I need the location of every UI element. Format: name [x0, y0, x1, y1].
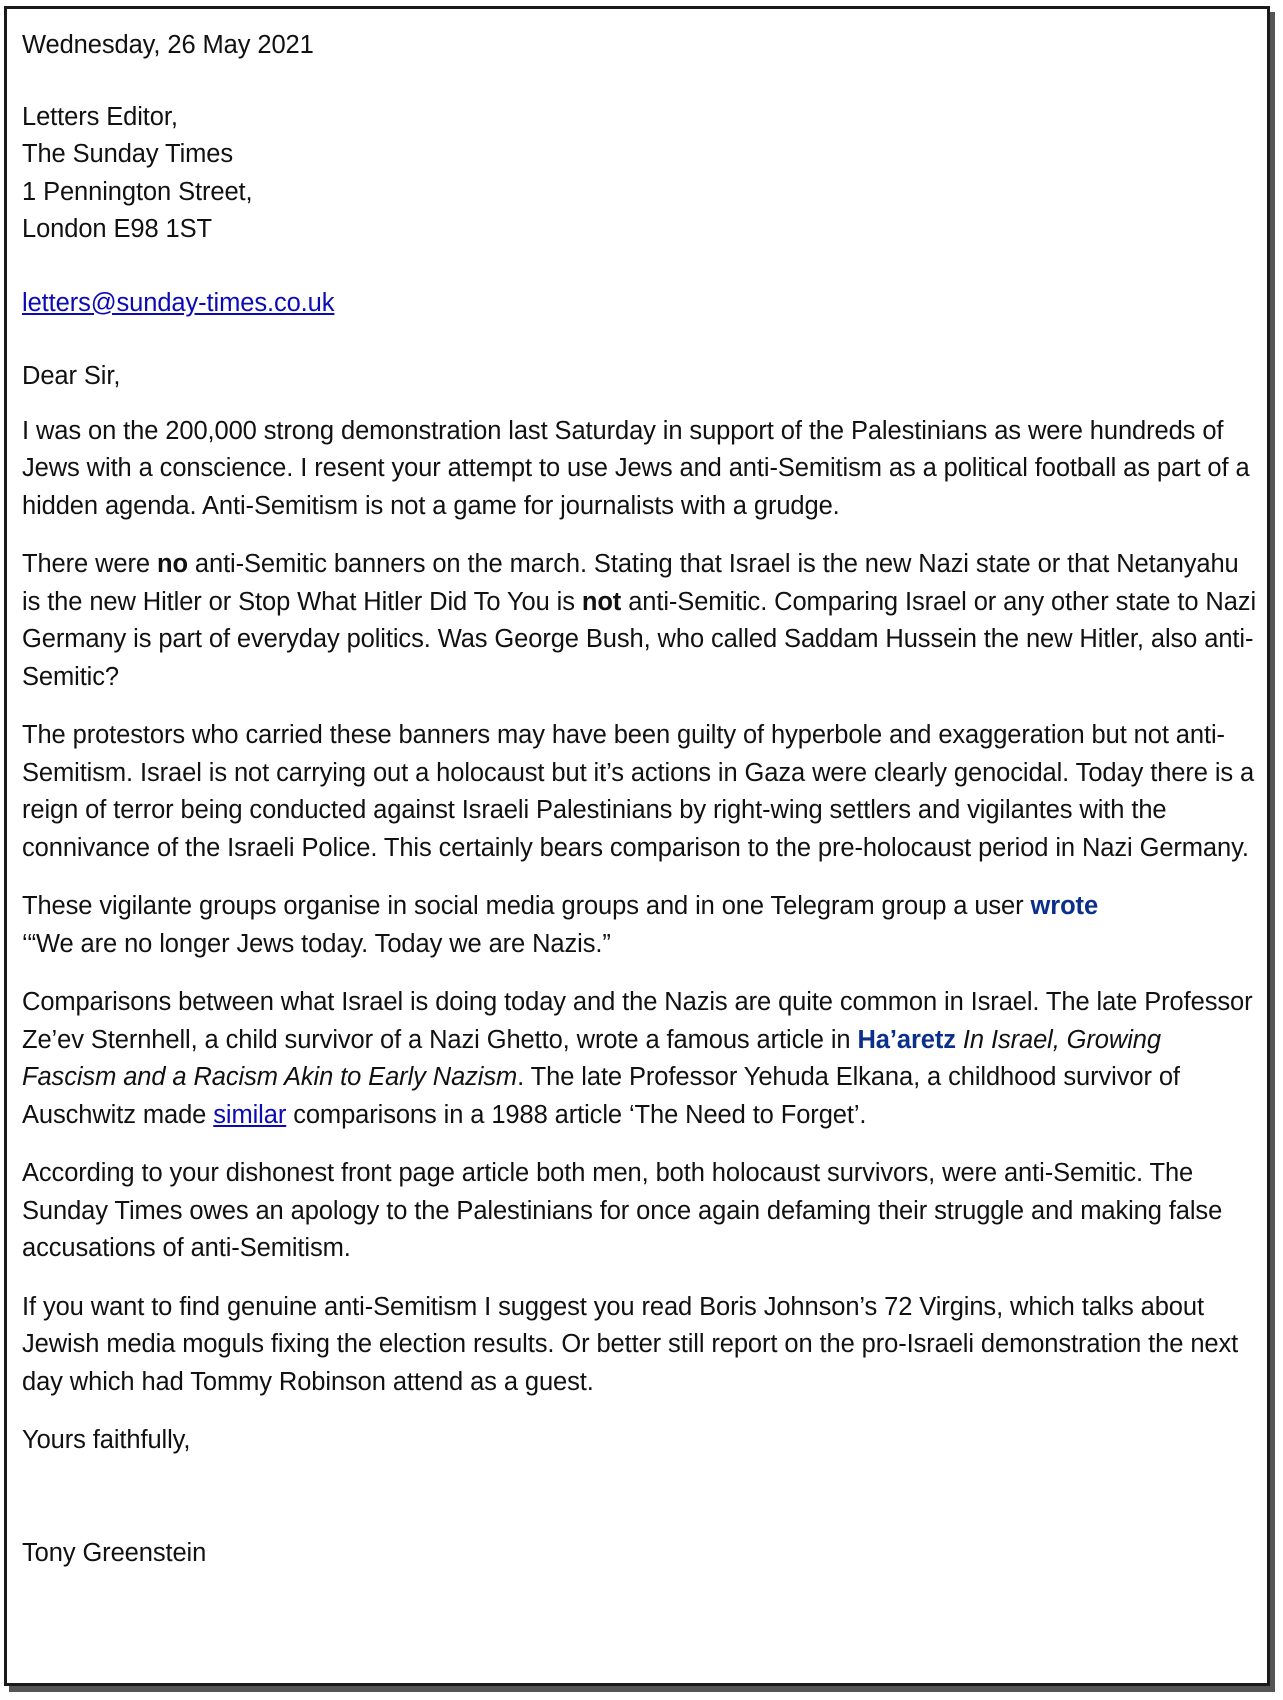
address-line-2: The Sunday Times	[22, 140, 234, 168]
paragraph-7: If you want to find genuine anti-Semitism I suggest you read Boris Johnson’s 72 Virgins, which talks about Jewish media moguls fixing the election results. Or better still report on the pro-Israeli demonstration the next day which had Tommy Robinson attend as a guest.	[22, 1292, 1239, 1396]
wrote-link[interactable]: wrote	[1030, 892, 1099, 920]
address-line-1: Letters Editor,	[22, 102, 178, 131]
address-line-4: London E98 1ST	[22, 215, 212, 243]
haaretz-link[interactable]: Ha’aretz	[857, 1025, 956, 1054]
letter-page	[4, 6, 1270, 1686]
letter-body	[22, 27, 1262, 1572]
article-title: In Israel, Growing Fascism and a Racism Akin to Early Nazism	[22, 1025, 1161, 1091]
paragraph-3: The protestors who carried these banners may have been guilty of hyperbole and exaggeration but not anti-Semitism. Israel is not carrying out a holocaust but it’s actions in Gaza were clearly genocidal. Today there is a reign of terror being conducted against Israeli Palestinians by right-wing settlers and vigilantes with the connivance of the Israeli Police. This certainly bears comparison to the pre-holocaust period in Nazi Germany.	[22, 721, 1255, 862]
paragraph-2: There were no anti-Semitic banners on the march. Stating that Israel is the new Nazi state or that Netanyahu is the new Hitler or Stop What Hitler Did To You is not anti-Semitic. Comparing Israel or any other state to Nazi Germany is part of everyday politics. Was George Bush, who called Saddam Hussein the new Hitler, also anti-Semitic?	[22, 550, 1257, 691]
similar-link[interactable]: similar	[213, 1100, 287, 1129]
letter-date: Wednesday, 26 May 2021	[22, 31, 314, 59]
email-link[interactable]: letters@sunday-times.co.uk	[22, 288, 335, 317]
signature: Tony Greenstein	[22, 1538, 207, 1567]
emphasis-not: not	[581, 587, 622, 616]
address-line-3: 1 Pennington Street,	[22, 177, 253, 206]
paragraph-1: I was on the 200,000 strong demonstration last Saturday in support of the Palestinians as were hundreds of Jews with a conscience. I resent your attempt to use Jews and anti-Semitism as a political football as part of a hidden agenda. Anti-Semitism is not a game for journalists with a grudge.	[22, 416, 1250, 520]
emphasis-no: no	[156, 550, 188, 578]
recipient-address	[22, 99, 1262, 249]
salutation: Dear Sir,	[22, 362, 121, 390]
closing: Yours faithfully,	[22, 1426, 191, 1454]
paragraph-5: Comparisons between what Israel is doing today and the Nazis are quite common in Israel. The late Professor Ze’ev Sternhell, a child survivor of a Nazi Ghetto, wrote a famous article in Ha’aretz In Israel, Growing Fascism and a Racism Akin to Early Nazism. The late Professor Yehuda Elkana, a childhood survivor of Auschwitz made similar comparisons in a 1988 article ‘The Need to Forget’.	[22, 988, 1253, 1129]
paragraph-6: According to your dishonest front page article both men, both holocaust survivors, were anti-Semitic. The Sunday Times owes an apology to the Palestinians for once again defaming their struggle and making false accusations of anti-Semitism.	[22, 1159, 1223, 1262]
paragraph-4: These vigilante groups organise in social media groups and in one Telegram group a user wrote ‘“We are no longer Jews today. Today we are Nazis.”	[22, 892, 1099, 958]
